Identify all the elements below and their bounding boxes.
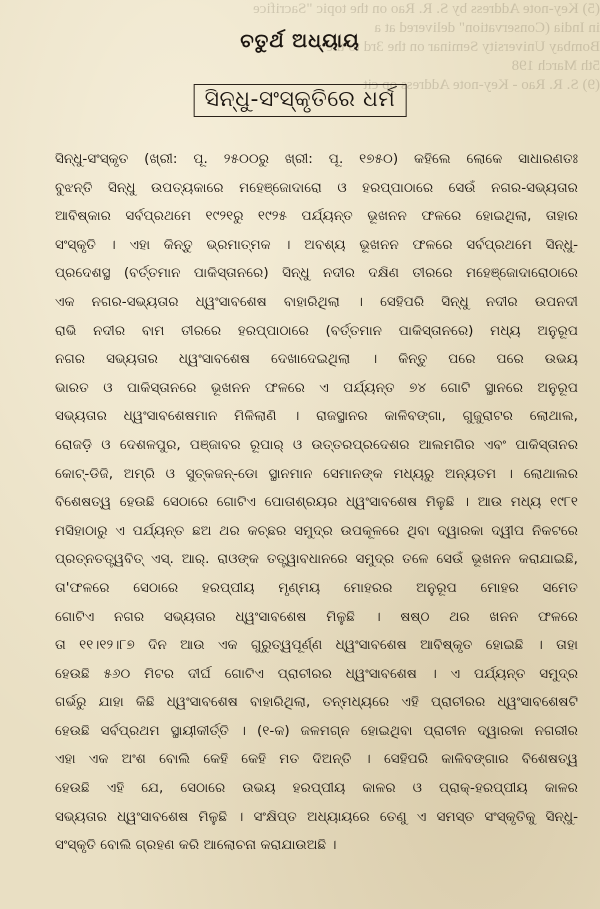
- chapter-heading: ଚତୁର୍ଥ ଅଧ୍ୟାୟ: [240, 30, 360, 52]
- text-line: ବିଶେଷତ୍ୱ ହେଉଛି ସେଠାରେ ଗୋଟିଏ ପୋତାଶ୍ରୟର ଧ୍ୱଂସାବଶେଷ ମିଳୁଛି । ଆଉ ମଧ୍ୟ ୧୯୮୧: [55, 494, 578, 511]
- text-line: ଏକ ନଗର-ସଭ୍ୟତାର ଧ୍ୱଂସାବଶେଷ ବାହାରିଥିଲା । ସେହିପରି ସିନ୍ଧୁ ନଦୀର ଉପନଦୀ: [55, 293, 578, 310]
- text-line: ହେଉଛି ୫୬୦ ମିଟର ଦୀର୍ଘ ଗୋଟିଏ ପ୍ରାଚୀରର ଧ୍ୱଂସାବଶେଷ । ଏ ପର୍ଯ୍ୟନ୍ତ ସମୁଦ୍ର: [55, 665, 578, 682]
- text-line: ତା'ଫଳରେ ସେଠାରେ ହରପ୍ପୀୟ ମୃଣ୍ମୟ ମୋହରର ଅନୁରୂପ ମୋହର ସମେତ: [55, 579, 578, 596]
- text-line: ବୁଝନ୍ତି ସିନ୍ଧୁ ଉପତ୍ୟକାରେ ମହେଞ୍ଜୋଦାରୋ ଓ ହରପ୍ପାଠାରେ ସେଉଁ ନଗର-ସଭ୍ୟତାର: [55, 179, 578, 196]
- text-line: ସଂସ୍କୃତି ବୋଲି ଗ୍ରହଣ କରି ଆଲୋଚନା କରାଯାଉଅଛି ।: [55, 837, 337, 854]
- text-line: ରାଭି ନଦୀର ବାମ ତୀରରେ ହରପ୍ପାଠାରେ (ବର୍ତ୍ତମାନ ପାକିସ୍ତାନରେ) ମଧ୍ୟ ଅନୁରୂପ: [55, 322, 578, 339]
- text-line: ସଭ୍ୟତାର ଧ୍ୱଂସାବଶେଷମାନ ମିଳିଲାଣି । ରାଜସ୍ଥାନର କାଳିବଙ୍ଗା, ଗୁଜୁରାଟର ଲୋଥାଲ,: [55, 408, 578, 425]
- text-line: ସଭ୍ୟତାର ଧ୍ୱଂସାବଶେଷ ମିଳୁଛି । ସଂକ୍ଷିପ୍ତ ଅଧ୍ୟାୟରେ ତେଣୁ ଏ ସମସ୍ତ ସଂସ୍କୃତିକୁ ସିନ୍ଧୁ-: [55, 808, 578, 825]
- text-line: ପ୍ରତ୍ନତତ୍ତ୍ୱବିତ୍ ଏସ୍. ଆର୍. ରାଓଙ୍କ ତତ୍ତ୍ୱାବଧାନରେ ସମୁଦ୍ର ତଳେ ସେଉଁ ଭୂଖନନ କରାଯାଇଛି,: [55, 551, 578, 568]
- text-line: ହେଉଛି ଏହି ଯେ, ସେଠାରେ ଉଭୟ ହରପ୍ପୀୟ କାଳର ଓ ପ୍ରାକ୍-ହରପ୍ପୀୟ କାଳର: [55, 780, 578, 797]
- text-line: ଗୋଟିଏ ନଗର ସଭ୍ୟତାର ଧ୍ୱଂସାବଶେଷ ମିଳୁଛି । ଷଷ୍ଠ ଥର ଖନନ ଫଳରେ: [55, 608, 578, 625]
- text-line: ହେଉଛି ସର୍ବପ୍ରଥମ ସ୍ଥାୟୀକୀର୍ତ୍ତି । (୧-କ) ଜଳମଗ୍ନ ହୋଇଥିବା ପ୍ରାଚୀନ ଦ୍ୱାରକା ନଗରୀର: [55, 722, 578, 739]
- text-line: ତା ୧୧।୧୨।୮୭ ଦିନ ଆଉ ଏକ ଗୁରୁତ୍ୱପୂର୍ଣ୍ଣ ଧ୍ୱଂସାବଶେଷ ଆବିଷ୍କୃତ ହୋଇଛି । ତାହା: [55, 637, 578, 654]
- text-line: ଭାରତ ଓ ପାକିସ୍ତାନରେ ଭୂଖନନ ଫଳରେ ଏ ପର୍ଯ୍ୟନ୍ତ ୭୪ ଗୋଟି ସ୍ଥାନରେ ଅନୁରୂପ: [55, 379, 578, 396]
- bleed-through-text: (5) Key-note Address by S. R. Rao on the topic "Sacrifice in India (Conservation" delivered at a Bombay University Seminar on the 3rd to the 5th March 198 (9) S. R. Rao - Key-note Address op cit: [253, 1, 600, 93]
- text-line: ରୋଜଡ଼ି ଓ ଦେଶଳପୁର, ପଞ୍ଜାବର ରୂପାର୍ ଓ ଉତ୍ତରପ୍ରଦେଶର ଆଲମଗିର ଏବଂ ପାକିସ୍ତାନର: [55, 436, 578, 453]
- text-line: ଗର୍ଭରୁ ଯାହା କିଛି ଧ୍ୱଂସାବଶେଷ ବାହାରିଥିଲା, ତନ୍ମଧ୍ୟରେ ଏହି ପ୍ରାଚୀରର ଧ୍ୱଂସାବଶେଷଟି: [55, 694, 578, 711]
- text-line: ପ୍ରଦେଶସ୍ଥ (ବର୍ତ୍ତମାନ ପାକିସ୍ତାନରେ) ସିନ୍ଧୁ ନଦୀର ଦକ୍ଷିଣ ତୀରରେ ମହେଞ୍ଜୋଦାରୋଠାରେ: [55, 265, 578, 282]
- text-line: ମସିହାଠାରୁ ଏ ପର୍ଯ୍ୟନ୍ତ ଛଅ ଥର କଚ୍ଛର ସମୁଦ୍ର ଉପକୂଳରେ ଥିବା ଦ୍ୱାରକା ଦ୍ୱୀପ ନିକଟରେ: [55, 522, 578, 539]
- text-line: କୋଟ୍-ଡିଜି, ଅମ୍ରି ଓ ସୁତ୍କଜନ୍-ଡୋ ସ୍ଥାନମାନ ସେମାନଙ୍କ ମଧ୍ୟରୁ ଅନ୍ୟତମ । ଲୋଥାଲର: [55, 465, 578, 482]
- chapter-title: ସିନ୍ଧୁ-ସଂସ୍କୃତିରେ ଧର୍ମ: [194, 84, 407, 117]
- text-line: ଏହା ଏକ ଅଂଶ ବୋଲି କେହି କେହି ମତ ଦିଅନ୍ତି । ସେହିପରି କାଳିବଙ୍ଗାର ବିଶେଷତ୍ୱ: [55, 751, 578, 768]
- text-line: ସିନ୍ଧୁ-ସଂସ୍କୃତ (ଖ୍ରୀ: ପୂ. ୨୫୦୦ରୁ ଖ୍ରୀ: ପୂ. ୧୭୫୦) କହିଲେ ଲୋକେ ସାଧାରଣତଃ: [55, 151, 578, 167]
- text-line: ସଂସ୍କୃତି । ଏହା କିନ୍ତୁ ଭ୍ରମାତ୍ମକ । ଅବଶ୍ୟ ଭୂଖନନ ଫଳରେ ସର୍ବପ୍ରଥମେ ସିନ୍ଧୁ-: [55, 236, 578, 253]
- text-line: ନଗର ସଭ୍ୟତାର ଧ୍ୱଂସାବଶେଷ ଦେଖାଦେଇଥିଲା । କିନ୍ତୁ ପରେ ପରେ ଉଭୟ: [55, 351, 578, 368]
- body-paragraph: [55, 145, 578, 860]
- text-line: ଆବିଷ୍କାର ସର୍ବପ୍ରଥମେ ୧୯୨୧ରୁ ୧୯୨୫ ପର୍ଯ୍ୟନ୍ତ ଭୂଖନନ ଫଳରେ ହୋଇଥିଲା, ତାହାର: [55, 208, 578, 225]
